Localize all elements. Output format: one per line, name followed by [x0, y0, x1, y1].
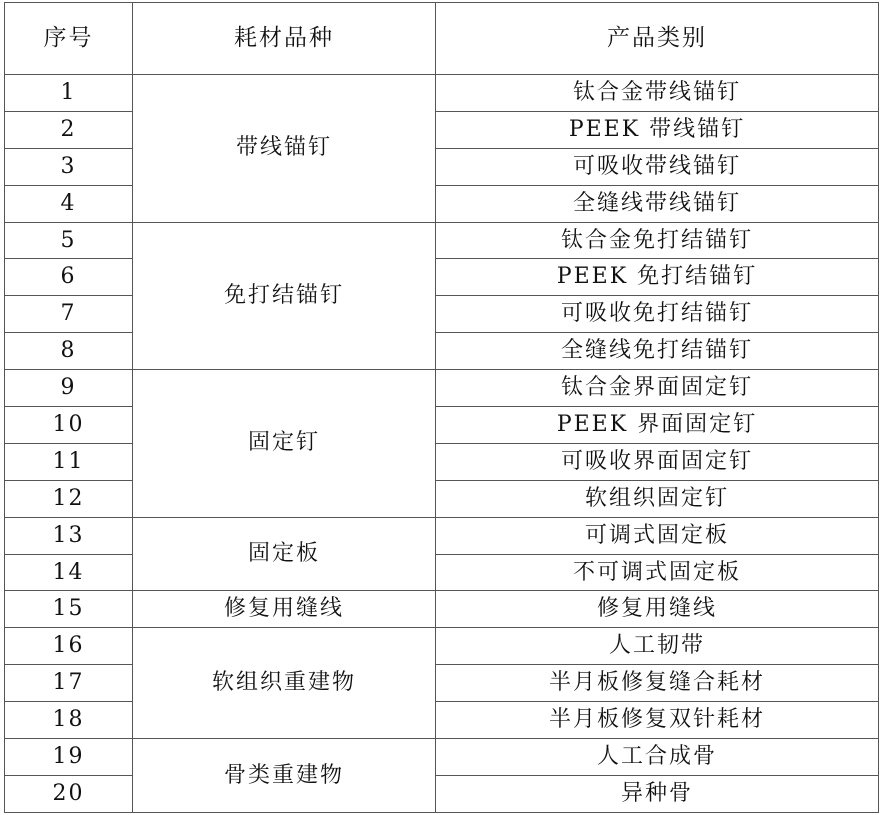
cell-no: 11 [5, 443, 133, 480]
cell-product: 人工韧带 [436, 628, 879, 665]
cell-category: 免打结锚钉 [133, 222, 436, 370]
cell-product: 钛合金界面固定钉 [436, 370, 879, 407]
cell-product: 不可调式固定板 [436, 554, 879, 591]
cell-product: PEEK 带线锚钉 [436, 111, 879, 148]
cell-category: 骨类重建物 [133, 739, 436, 813]
cell-no: 10 [5, 407, 133, 444]
cell-no: 17 [5, 665, 133, 702]
cell-no: 1 [5, 75, 133, 112]
cell-no: 8 [5, 333, 133, 370]
table-row [5, 517, 879, 554]
cell-category: 软组织重建物 [133, 628, 436, 739]
cell-no: 7 [5, 296, 133, 333]
header-category: 耗材品种 [133, 3, 436, 75]
cell-no: 6 [5, 259, 133, 296]
cell-product: 半月板修复双针耗材 [436, 702, 879, 739]
cell-no: 9 [5, 370, 133, 407]
header-product: 产品类别 [436, 3, 879, 75]
cell-no: 2 [5, 111, 133, 148]
cell-product: 人工合成骨 [436, 739, 879, 776]
cell-no: 14 [5, 554, 133, 591]
cell-product: 可吸收界面固定钉 [436, 443, 879, 480]
cell-product: 钛合金带线锚钉 [436, 75, 879, 112]
table-row [5, 739, 879, 776]
cell-category: 修复用缝线 [133, 591, 436, 628]
table-row [5, 370, 879, 407]
cell-product: PEEK 界面固定钉 [436, 407, 879, 444]
consumables-table [4, 2, 879, 813]
cell-category: 固定钉 [133, 370, 436, 518]
cell-no: 5 [5, 222, 133, 259]
cell-category: 固定板 [133, 517, 436, 591]
cell-product: 可调式固定板 [436, 517, 879, 554]
cell-product: 可吸收免打结锚钉 [436, 296, 879, 333]
table-row [5, 628, 879, 665]
cell-product: 全缝线免打结锚钉 [436, 333, 879, 370]
cell-product: 异种骨 [436, 775, 879, 812]
cell-no: 18 [5, 702, 133, 739]
cell-product: 修复用缝线 [436, 591, 879, 628]
cell-no: 15 [5, 591, 133, 628]
cell-category: 带线锚钉 [133, 75, 436, 223]
cell-product: 半月板修复缝合耗材 [436, 665, 879, 702]
cell-product: 钛合金免打结锚钉 [436, 222, 879, 259]
cell-no: 3 [5, 148, 133, 185]
cell-no: 16 [5, 628, 133, 665]
cell-no: 19 [5, 739, 133, 776]
table-row [5, 75, 879, 112]
table-body [5, 75, 879, 813]
cell-product: PEEK 免打结锚钉 [436, 259, 879, 296]
table-row [5, 591, 879, 628]
cell-product: 可吸收带线锚钉 [436, 148, 879, 185]
table-row [5, 222, 879, 259]
cell-no: 20 [5, 775, 133, 812]
cell-product: 全缝线带线锚钉 [436, 185, 879, 222]
table-header-row [5, 3, 879, 75]
cell-product: 软组织固定钉 [436, 480, 879, 517]
header-no: 序号 [5, 3, 133, 75]
cell-no: 13 [5, 517, 133, 554]
cell-no: 4 [5, 185, 133, 222]
cell-no: 12 [5, 480, 133, 517]
